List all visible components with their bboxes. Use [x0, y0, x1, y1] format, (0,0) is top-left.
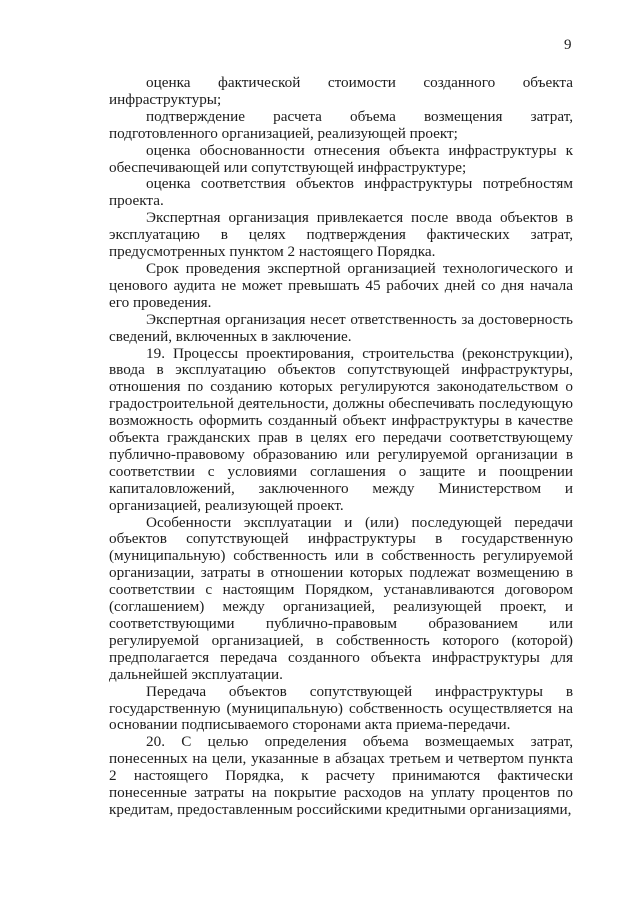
paragraph-project-needs: оценка соответствия объектов инфраструктуры потребностям проекта. — [109, 175, 573, 210]
paragraph-section-20: 20. С целью определения объема возмещаемых затрат, понесенных на цели, указанные в абзацах третьем и четвертом пункта 2 настоящего Порядка, к расчету принимаются фактически понесенные затраты на покрытие расходов на уплату процентов по кредитам, предоставленным российскими кредитными организациями, — [109, 733, 573, 818]
page-number: 9 — [564, 37, 572, 53]
paragraph-expert-responsibility: Экспертная организация несет ответственность за достоверность сведений, включенных в заключение. — [109, 310, 573, 345]
paragraph-transfer-act: Передача объектов сопутствующей инфраструктуры в государственную (муниципальную) собственность осуществляется на основании подписываемого сторонами акта приема-передачи. — [109, 682, 573, 734]
paragraph-infrastructure-classification: оценка обоснованности отнесения объекта инфраструктуры к обеспечивающей или сопутствующей инфраструктуре; — [109, 141, 573, 176]
paragraph-audit-term: Срок проведения экспертной организацией технологического и ценового аудита не может превышать 45 рабочих дней со дня начала его проведения. — [109, 259, 573, 311]
paragraph-section-19: 19. Процессы проектирования, строительства (реконструкции), ввода в эксплуатацию объектов сопутствующей инфраструктуры, отношения по созданию которых регулируются законодательством о градостроительной деятельности, должны обеспечивать последующую возможность оформить созданный объект инфраструктуры в качестве объекта гражданских прав в целях его передачи соответствующему публично-правовому образованию или регулируемой организации в соответствии с условиями соглашения о защите и поощрении капиталовложений, заключенного между Министерством и организацией, реализующей проект. — [109, 344, 573, 514]
paragraph-operation-transfer: Особенности эксплуатации и (или) последующей передачи объектов сопутствующей инфраструктуры в государственную (муниципальную) собственность или в собственность регулируемой организации, затраты в отношении которых подлежат возмещению в соответствии с настоящим Порядком, устанавливаются договором (соглашением) между организацией, реализующей проект, и соответствующими публично-правовым образованием или регулируемой организацией, в собственность которого (которой) предполагается передача созданного объекта инфраструктуры для дальнейшей эксплуатации. — [109, 513, 573, 683]
document-body — [109, 75, 573, 819]
paragraph-calculation-confirmation: подтверждение расчета объема возмещения затрат, подготовленного организацией, реализующей проект; — [109, 107, 573, 142]
paragraph-expert-engagement: Экспертная организация привлекается после ввода объектов в эксплуатацию в целях подтверждения фактических затрат, предусмотренных пунктом 2 настоящего Порядка. — [109, 209, 573, 261]
paragraph-cost-estimate: оценка фактической стоимости созданного объекта инфраструктуры; — [109, 74, 573, 108]
